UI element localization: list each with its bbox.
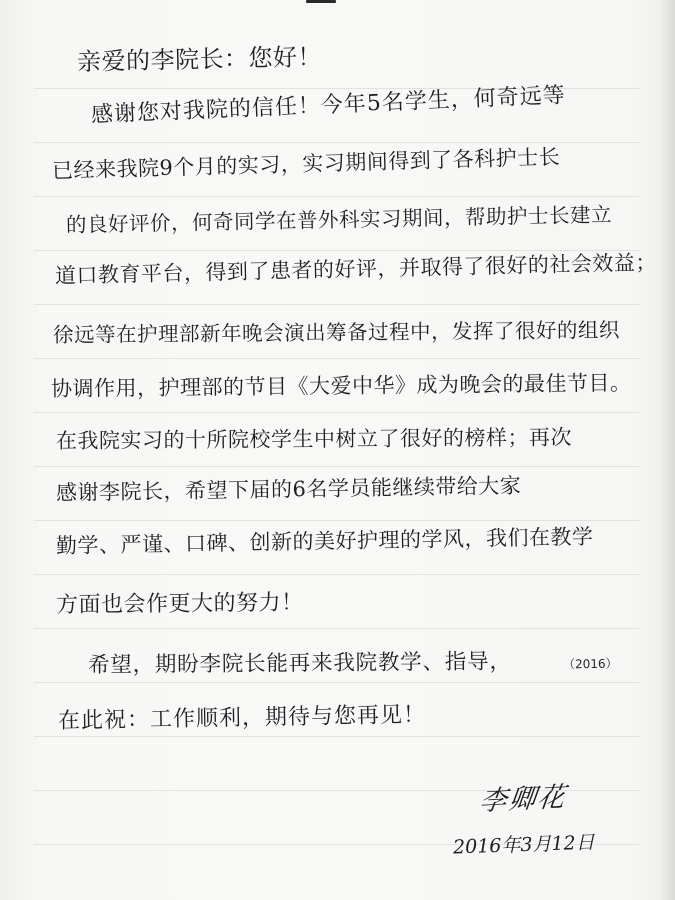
letter-line: 徐远等在护理部新年晚会演出筹备过程中，发挥了很好的组织 — [52, 318, 621, 347]
letter-line: 已经来我院9个月的实习，实习期间得到了各科护士长 — [51, 144, 561, 183]
ruled-line — [34, 736, 639, 737]
ruled-line — [34, 196, 639, 197]
letter-closing: 在此祝：工作顺利，期待与您再见！ — [57, 702, 427, 734]
margin-note: （2016） — [562, 656, 618, 672]
ruled-line — [34, 682, 639, 683]
ruled-line — [34, 304, 639, 305]
letter-line: 道口教育平台，得到了患者的好评，并取得了很好的社会效益； — [54, 250, 658, 288]
signature: 李卿花 — [477, 781, 569, 818]
ruled-line — [34, 466, 639, 467]
ruled-line — [34, 628, 639, 629]
ruled-line — [34, 412, 639, 413]
letter-line: 感谢您对我院的信任！今年5名学生，何奇远等 — [90, 83, 567, 128]
ruled-line — [34, 574, 639, 575]
letter-line: 的良好评价，何奇同学在普外科实习期间，帮助护士长建立 — [65, 202, 613, 237]
letter-line: 在我院实习的十所院校学生中树立了很好的榜样；再次 — [55, 425, 573, 453]
page-edge-shadow — [659, 0, 675, 900]
letter-line: 协调作用，护理部的节目《大爱中华》成为晚会的最佳节目。 — [50, 370, 632, 401]
letter-line: 希望，期盼李院长能再来我院教学、指导， — [87, 649, 512, 678]
letter-line: 感谢李院长，希望下届的6名学员能继续带给大家 — [55, 473, 522, 505]
letter-line: 方面也会作更大的努力！ — [55, 590, 304, 618]
top-edge-mark — [306, 0, 336, 3]
letter-line: 勤学、严谨、口碑、创新的美好护理的学风，我们在教学 — [55, 524, 594, 558]
letter-greeting: 亲爱的李院长：您好！ — [76, 42, 323, 76]
ruled-line — [34, 358, 639, 359]
letter-date: 2016年3月12日 — [452, 831, 596, 859]
